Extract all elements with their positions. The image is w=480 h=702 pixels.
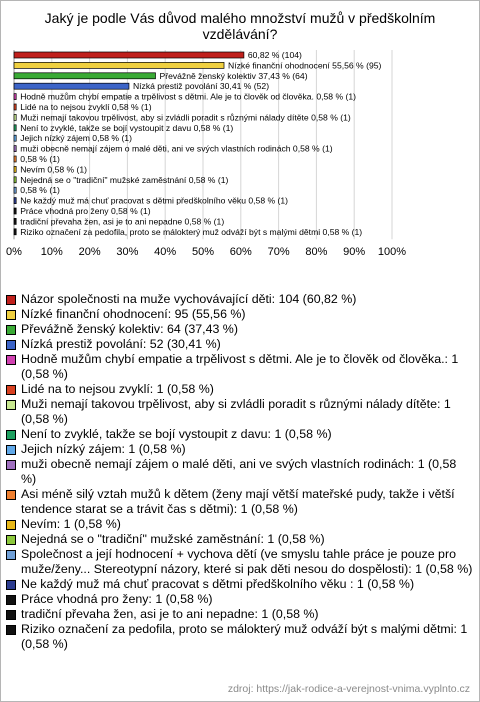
bar-data-label: Nejedná se o "tradiční" mužské zaměstnání 0,58 % (1): [20, 174, 229, 185]
bar: [14, 177, 16, 183]
legend-label: Nejedná se o "tradiční" mužské zaměstnání: 1 (0,58 %): [21, 532, 325, 546]
legend-label: Muži nemají takovou trpělivost, aby si zvládli poradit s různými nálady dítěte: 1 (0,58 %): [21, 397, 451, 426]
legend-item: [6, 382, 474, 397]
bar-chart: [0, 0, 480, 290]
x-tick-label: 30%: [116, 246, 139, 259]
legend-label: Jejich nízký zájem: 1 (0,58 %): [21, 442, 186, 456]
legend-label: muži obecně nemají zájem o malé děti, ani ve svých vlastních rodinách: 1 (0,58 %): [21, 457, 457, 486]
bar-data-label: Lidé na to nejsou zvyklí 0,58 % (1): [20, 102, 152, 112]
legend-item: [6, 577, 474, 592]
legend-label: Lidé na to nejsou zvyklí: 1 (0,58 %): [21, 382, 214, 396]
bar-data-label: 60,82 % (104): [247, 50, 302, 60]
bar-data-label: Převážně ženský kolektiv 37,43 % (64): [159, 70, 308, 81]
legend-item: [6, 487, 474, 517]
legend-label: Společnost a její hodnocení + vychova dětí (ve smyslu tahle práce je pouze pro muže/ženy... Stereotypní názory, které si pak děti nesou do dospělosti): 1 (0,58 %): [21, 547, 473, 576]
bar-data-label: Riziko označení za pedofila, proto se málokterý muž odváží být s malými dětmi 0,58 % (1): [20, 226, 363, 237]
legend-swatch: [6, 490, 16, 500]
bar: [14, 146, 16, 152]
legend-item: [6, 607, 474, 622]
bar-data-label: Nízké finanční ohodnocení 55,56 % (95): [228, 60, 382, 71]
legend-item: [6, 337, 474, 352]
legend-item: [6, 622, 474, 652]
legend-label: Práce vhodná pro ženy: 1 (0,58 %): [21, 592, 213, 606]
bar-data-label: Práce vhodná pro ženy 0,58 % (1): [20, 206, 151, 216]
legend-item: [6, 442, 474, 457]
x-tick-label: 80%: [305, 246, 328, 259]
legend-swatch: [6, 625, 16, 635]
legend-label: Hodně mužům chybí empatie a trpělivost s dětmi. Ale je to člověk od člověka.: 1 (0,58 %): [21, 352, 459, 381]
legend: [6, 292, 474, 652]
bar: [14, 156, 16, 162]
legend-item: [6, 397, 474, 427]
legend-label: Nevím: 1 (0,58 %): [21, 517, 121, 531]
legend-swatch: [6, 520, 16, 530]
x-tick-label: 90%: [343, 246, 366, 259]
bar: [14, 187, 16, 193]
bar: [14, 125, 16, 131]
bar: [14, 208, 16, 214]
legend-swatch: [6, 595, 16, 605]
legend-item: [6, 427, 474, 442]
bar-data-label: 0,58 % (1): [20, 154, 60, 164]
legend-item: [6, 547, 474, 577]
bar-data-label: Jejich nízký zájem 0,58 % (1): [20, 133, 132, 144]
bar: [14, 83, 129, 89]
bar-data-label: 0,58 % (1): [20, 185, 60, 196]
bar: [14, 218, 16, 224]
x-tick-label: 50%: [191, 246, 215, 259]
legend-item: [6, 517, 474, 532]
legend-label: Asi méně silý vztah mužů k dětem (ženy mají větší mateřské pudy, takže i větší tendence starat se a trávit čas s dětmi): 1 (0,58 %): [21, 487, 455, 516]
x-tick-label: 100%: [377, 246, 407, 259]
legend-swatch: [6, 400, 16, 410]
legend-swatch: [6, 325, 16, 335]
source-note: zdroj: https://jak-rodice-a-verejnost-vnima.vyplnto.cz: [227, 683, 470, 695]
bar-data-label: Hodně mužům chybí empatie a trpělivost s dětmi. Ale je to člověk od člověka. 0,58 % (1): [20, 91, 356, 102]
legend-label: Nízká prestiž povolání: 52 (30,41 %): [21, 337, 221, 351]
bar: [14, 104, 16, 110]
legend-swatch: [6, 550, 16, 560]
bar: [14, 229, 16, 235]
x-tick-label: 20%: [78, 246, 101, 259]
legend-item: [6, 292, 474, 307]
legend-item: [6, 457, 474, 487]
legend-item: [6, 592, 474, 607]
legend-swatch: [6, 430, 16, 440]
bar-data-label: muži obecně nemají zájem o malé děti, ani ve svých vlastních rodinách 0,58 % (1): [20, 143, 333, 154]
legend-label: Není to zvyklé, takže se bojí vystoupit z davu: 1 (0,58 %): [21, 427, 332, 441]
legend-label: Názor společnosti na muže vychovávající děti: 104 (60,82 %): [21, 292, 357, 306]
chart-title: Jaký je podle Vás důvod malého množství mužů v předškolním vzdělávání?: [44, 10, 436, 42]
legend-swatch: [6, 460, 16, 470]
x-tick-label: 70%: [267, 246, 290, 259]
legend-label: Převážně ženský kolektiv: 64 (37,43 %): [21, 322, 238, 336]
bar-data-label: tradiční převaha žen, asi je to ani nepadne 0,58 % (1): [20, 216, 225, 227]
x-tick-label: 0%: [6, 246, 22, 259]
legend-swatch: [6, 580, 16, 590]
legend-swatch: [6, 445, 16, 455]
bar: [14, 135, 16, 141]
bar: [14, 94, 16, 100]
bar: [14, 73, 155, 79]
legend-label: Riziko označení za pedofila, proto se málokterý muž odváží být s malými dětmi: 1 (0,58 %): [21, 622, 468, 651]
legend-swatch: [6, 535, 16, 545]
bar-data-label: Ne každý muž má chuť pracovat s dětmi předškolního věku 0,58 % (1): [20, 195, 289, 206]
bar: [14, 198, 16, 204]
legend-swatch: [6, 310, 16, 320]
legend-swatch: [6, 355, 16, 365]
tick-layer: [6, 246, 406, 258]
legend-item: [6, 352, 474, 382]
bar-data-label: Není to zvyklé, takže se bojí vystoupit z davu 0,58 % (1): [20, 122, 234, 133]
bar: [14, 62, 224, 68]
x-tick-label: 10%: [40, 246, 63, 259]
bar: [14, 166, 16, 172]
legend-swatch: [6, 340, 16, 350]
x-tick-label: 40%: [154, 246, 177, 259]
legend-swatch: [6, 385, 16, 395]
bar-data-label: Muži nemají takovou trpělivost, aby si zvládli poradit s různými nálady dítěte 0,58 % (1): [20, 112, 351, 123]
legend-item: [6, 532, 474, 547]
legend-swatch: [6, 610, 16, 620]
x-tick-label: 60%: [229, 246, 252, 259]
bar-data-label: Nízká prestiž povolání 30,41 % (52): [132, 81, 270, 92]
legend-swatch: [6, 295, 16, 305]
bar: [14, 52, 244, 58]
legend-item: [6, 322, 474, 337]
legend-label: tradiční převaha žen, asi je to ani nepadne: 1 (0,58 %): [21, 607, 319, 621]
bar-data-label: Nevím 0,58 % (1): [20, 164, 88, 175]
bar: [14, 114, 16, 120]
legend-item: [6, 307, 474, 322]
legend-label: Ne každý muž má chuť pracovat s dětmi předškolního věku : 1 (0,58 %): [21, 577, 415, 591]
legend-label: Nízké finanční ohodnocení: 95 (55,56 %): [21, 307, 246, 321]
